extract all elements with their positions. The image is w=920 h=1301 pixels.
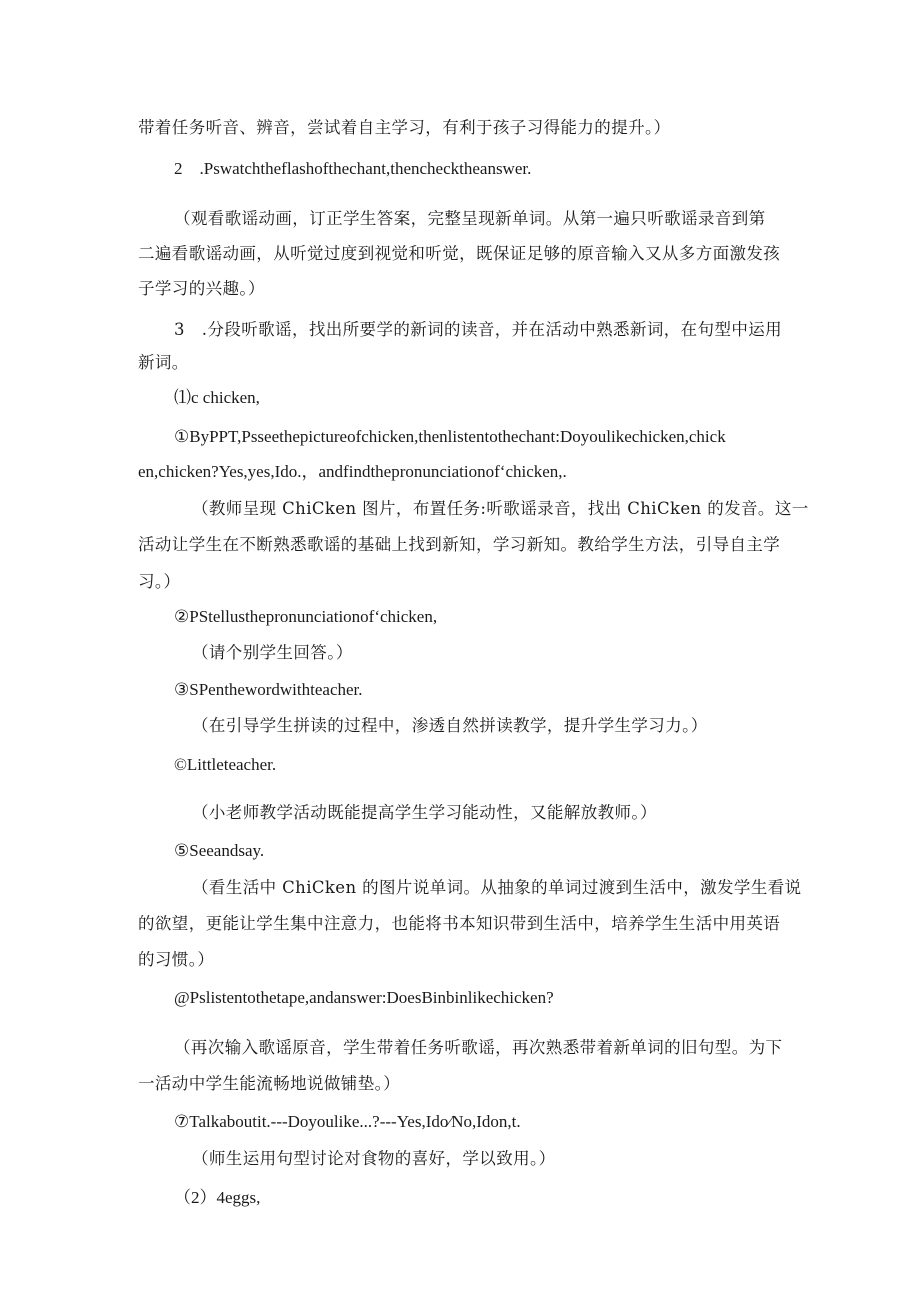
- text-line-16: ③SPenthewordwithteacher.: [174, 680, 363, 699]
- text-line-24: @Pslistentothetape,andanswer:DoesBinbinlikechicken?: [174, 988, 554, 1007]
- text-line-20: ⑤Seeandsay.: [174, 841, 265, 860]
- step-3-heading: 3 .分段听歌谣，找出所要学的新词的读音，并在活动中熟悉新词，在句型中运用: [174, 320, 783, 339]
- text-line-27: ⑦Talkaboutit.---Doyoulike...?---Yes,Ido∕No,Idon,t.: [174, 1112, 521, 1131]
- sub-item-eggs: （2）4eggs,: [174, 1188, 261, 1207]
- text-line-13: 习。）: [138, 572, 181, 591]
- text-line-18: ©Littleteacher.: [174, 755, 277, 774]
- step-2-heading: 2 .Pswatchtheflashofthechant,thenchecktheanswer.: [174, 159, 532, 178]
- text-line-22: 的欲望，更能让学生集中注意力，也能将书本知识带到生活中，培养学生生活中用英语: [138, 914, 781, 933]
- text-line-9: ①ByPPT,Psseethepictureofchicken,thenlistentothechant:Doyoulikechicken,chick: [174, 427, 726, 446]
- text-line-26: 一活动中学生能流畅地说做铺垫。）: [138, 1074, 401, 1093]
- text-line-11: （教师呈现 ChiCken 图片，布置任务:听歌谣录音，找出 ChiCken 的发音。这一: [192, 499, 809, 518]
- text-line-1: 带着任务听音、辨音，尝试着自主学习，有利于孩子习得能力的提升。）: [138, 118, 671, 137]
- text-line-14: ②PStellusthepronunciationof‘chicken,: [174, 607, 438, 626]
- text-line-21: （看生活中 ChiCken 的图片说单词。从抽象的单词过渡到生活中，激发学生看说: [192, 878, 802, 897]
- text-line-12: 活动让学生在不断熟悉歌谣的基础上找到新知，学习新知。教给学生方法，引导自主学: [138, 535, 781, 554]
- text-line-19: （小老师教学活动既能提高学生学习能动性，又能解放教师。）: [192, 803, 657, 822]
- text-line-23: 的习惯。）: [138, 950, 215, 969]
- text-line-15: （请个别学生回答。）: [192, 643, 353, 662]
- text-line-4: 二遍看歌谣动画，从听觉过度到视觉和听觉，既保证足够的原音输入又从多方面激发孩: [138, 244, 781, 263]
- text-line-28: （师生运用句型讨论对食物的喜好，学以致用。）: [192, 1149, 556, 1168]
- text-line-25: （再次输入歌谣原音，学生带着任务听歌谣，再次熟悉带着新单词的旧句型。为下: [174, 1038, 783, 1057]
- text-line-17: （在引导学生拼读的过程中，渗透自然拼读教学，提升学生学习力。）: [192, 716, 708, 735]
- text-line-10: en,chicken?Yes,yes,Ido.，andfindthepronunciationof‘chicken,.: [138, 462, 567, 481]
- sub-item-chicken: ⑴c chicken,: [174, 388, 260, 407]
- text-line-7: 新词。: [138, 353, 189, 372]
- text-line-5: 子学习的兴趣。）: [138, 279, 265, 298]
- text-line-3: （观看歌谣动画，订正学生答案，完整呈现新单词。从第一遍只听歌谣录音到第: [174, 209, 766, 228]
